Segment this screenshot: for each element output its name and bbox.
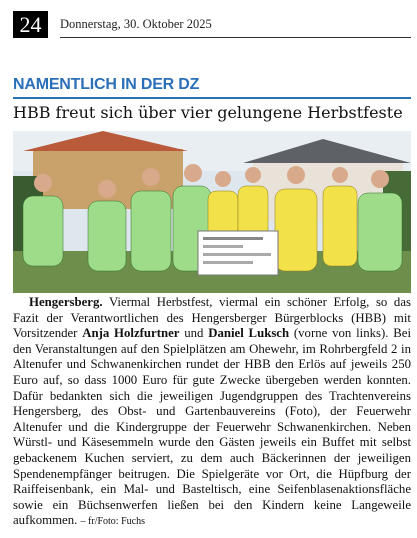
article-text-part1: Viermal Herbstfest, viermal ein schöner Erfolg, so das Fazit der Verantwortlichen des Hengersberger Bürgerblocks (HBB) mit Vorsitzender <box>13 295 411 341</box>
header-rule <box>60 37 411 38</box>
article-body <box>13 295 411 530</box>
rubric-rule <box>13 97 411 99</box>
section-rubric: NAMENTLICH IN DER DZ <box>13 76 200 93</box>
article-dateline: Hengersberg. <box>29 295 103 309</box>
photo-credit: – fr/Foto: Fuchs <box>80 516 145 528</box>
article-text-part3: (vorne von links). Bei den Veranstaltungen auf den Spielplätzen am Ohewehr, im Rohrbergfeld 2 in Altenufer und Schwanenkirchen rundet der HBB den Erlös auf jeweils 250 Euro auf, so dass 1000 Euro für gute Zwecke übergeben werden konnten. Dafür bedankten sich die jeweiligen Jugendgruppen des Trachtenvereins Hengersberg, des Obst- und Gartenbauvereins (Foto), der Feuerwehr Altenufer und die Kindergruppe der Feuerwehr Schwanenkirchen. Neben Würstl- und Käsesemmeln wurde den Gästen jeweils ein Buffet mit selbst gebackenem Kuchen serviert, zu dem auch Bäckerinnen der jeweiligen Spendenempfänger beitrugen. Die Spielgeräte vor Ort, die Hüpfburg der Raiffeisenbank, ein Mal- und Basteltisch, eine Seifenblasenaktionsfläche sowie ein Büchsenwerfen ließen bei den Kindern keine Langeweile aufkommen. <box>13 326 411 528</box>
person-name-1: Anja Holzfurtner <box>82 326 180 341</box>
page-number: 24 <box>13 11 48 38</box>
article-headline: HBB freut sich über vier gelungene Herbstfeste <box>13 103 403 122</box>
person-name-2: Daniel Luksch <box>208 326 290 341</box>
article-photo <box>13 131 411 293</box>
article-text-part2: und <box>179 326 209 341</box>
issue-date: Donnerstag, 30. Oktober 2025 <box>60 17 212 31</box>
